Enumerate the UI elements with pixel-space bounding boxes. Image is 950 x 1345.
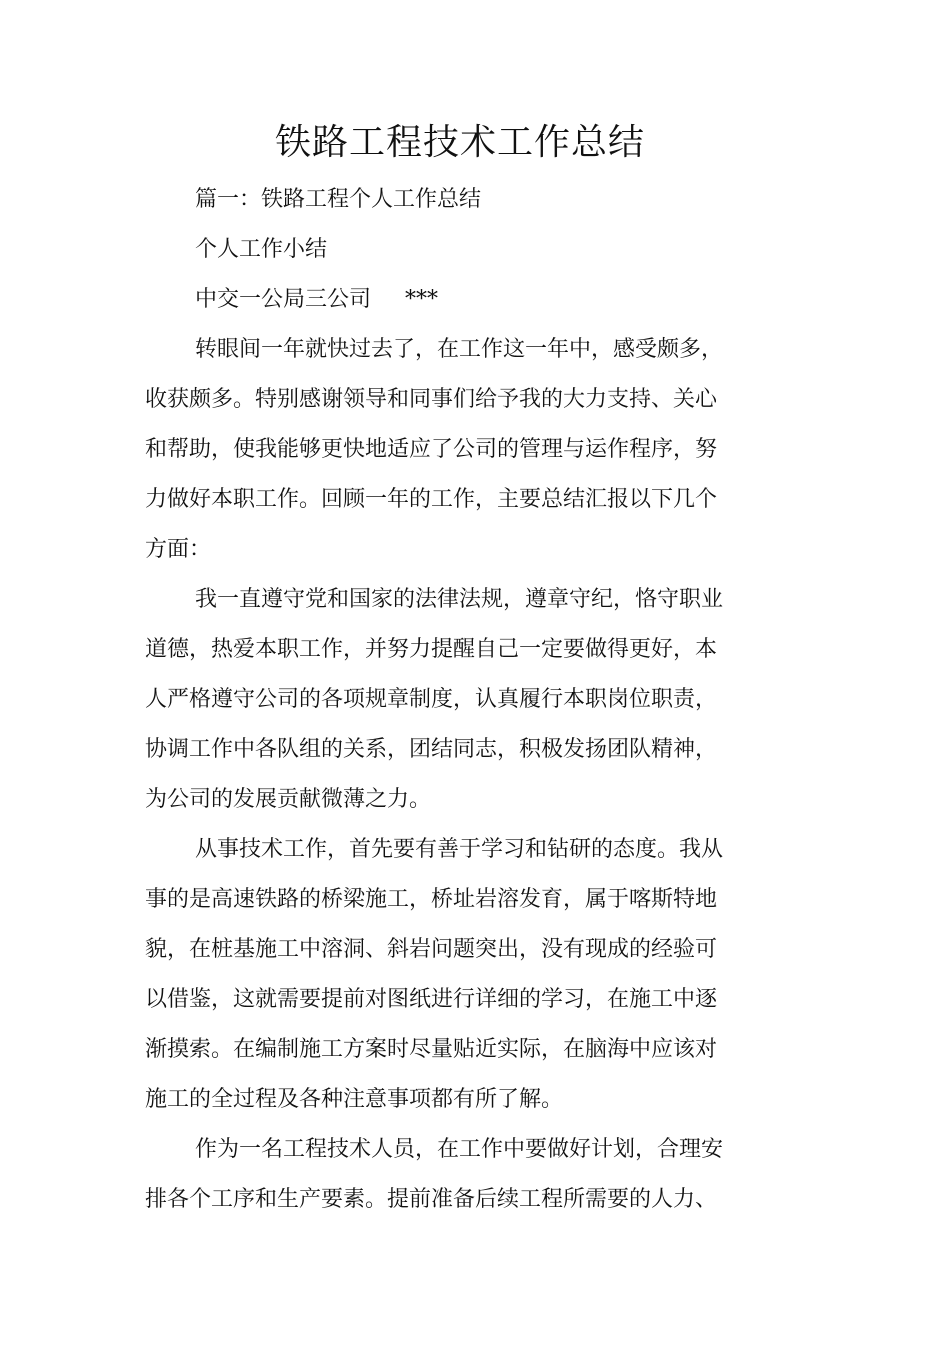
- document-title: 铁路工程技术工作总结: [274, 122, 645, 163]
- summary-subtitle: 个人工作小结: [195, 237, 328, 262]
- paragraph-line: 方面：: [145, 537, 212, 562]
- paragraph-line: 收获颇多。特别感谢领导和同事们给予我的大力支持、关心: [145, 387, 718, 412]
- paragraph-line: 渐摸索。在编制施工方案时尽量贴近实际，在脑海中应该对: [145, 1037, 718, 1062]
- document-body: [145, 175, 745, 1225]
- paragraph-line: 转眼间一年就快过去了，在工作这一年中，感受颇多，: [195, 337, 724, 362]
- organization-name: 中交一公局三公司: [195, 287, 372, 312]
- paragraph-line: 道德，热爱本职工作，并努力提醒自己一定要做得更好，本: [145, 637, 718, 662]
- article-heading: 篇一：铁路工程个人工作总结: [195, 187, 482, 212]
- paragraph: [145, 325, 745, 575]
- paragraph-line: 排各个工序和生产要素。提前准备后续工程所需要的人力、: [145, 1187, 718, 1212]
- paragraph-line: 我一直遵守党和国家的法律法规，遵章守纪，恪守职业: [195, 587, 724, 612]
- author-name: ***: [405, 287, 439, 312]
- paragraph: [145, 825, 745, 1125]
- paragraph-line: 貌，在桩基施工中溶洞、斜岩问题突出，没有现成的经验可: [145, 937, 718, 962]
- paragraph-line: 力做好本职工作。回顾一年的工作，主要总结汇报以下几个: [145, 487, 718, 512]
- paragraph: [145, 1125, 745, 1225]
- paragraph-line: 为公司的发展贡献微薄之力。: [145, 787, 432, 812]
- paragraph-line: 施工的全过程及各种注意事项都有所了解。: [145, 1087, 564, 1112]
- paragraph-line: 和帮助，使我能够更快地适应了公司的管理与运作程序，努: [145, 437, 718, 462]
- paragraph-line: 协调工作中各队组的关系，团结同志，积极发扬团队精神，: [145, 737, 718, 762]
- paragraph: [145, 575, 745, 825]
- paragraph-line: 以借鉴，这就需要提前对图纸进行详细的学习，在施工中逐: [145, 987, 718, 1012]
- paragraph-line: 事的是高速铁路的桥梁施工，桥址岩溶发育，属于喀斯特地: [145, 887, 718, 912]
- paragraph-line: 人严格遵守公司的各项规章制度，认真履行本职岗位职责，: [145, 687, 718, 712]
- paragraph-line: 从事技术工作，首先要有善于学习和钻研的态度。我从: [195, 837, 724, 862]
- paragraph-line: 作为一名工程技术人员，在工作中要做好计划，合理安: [195, 1137, 724, 1162]
- author-line: [145, 275, 745, 325]
